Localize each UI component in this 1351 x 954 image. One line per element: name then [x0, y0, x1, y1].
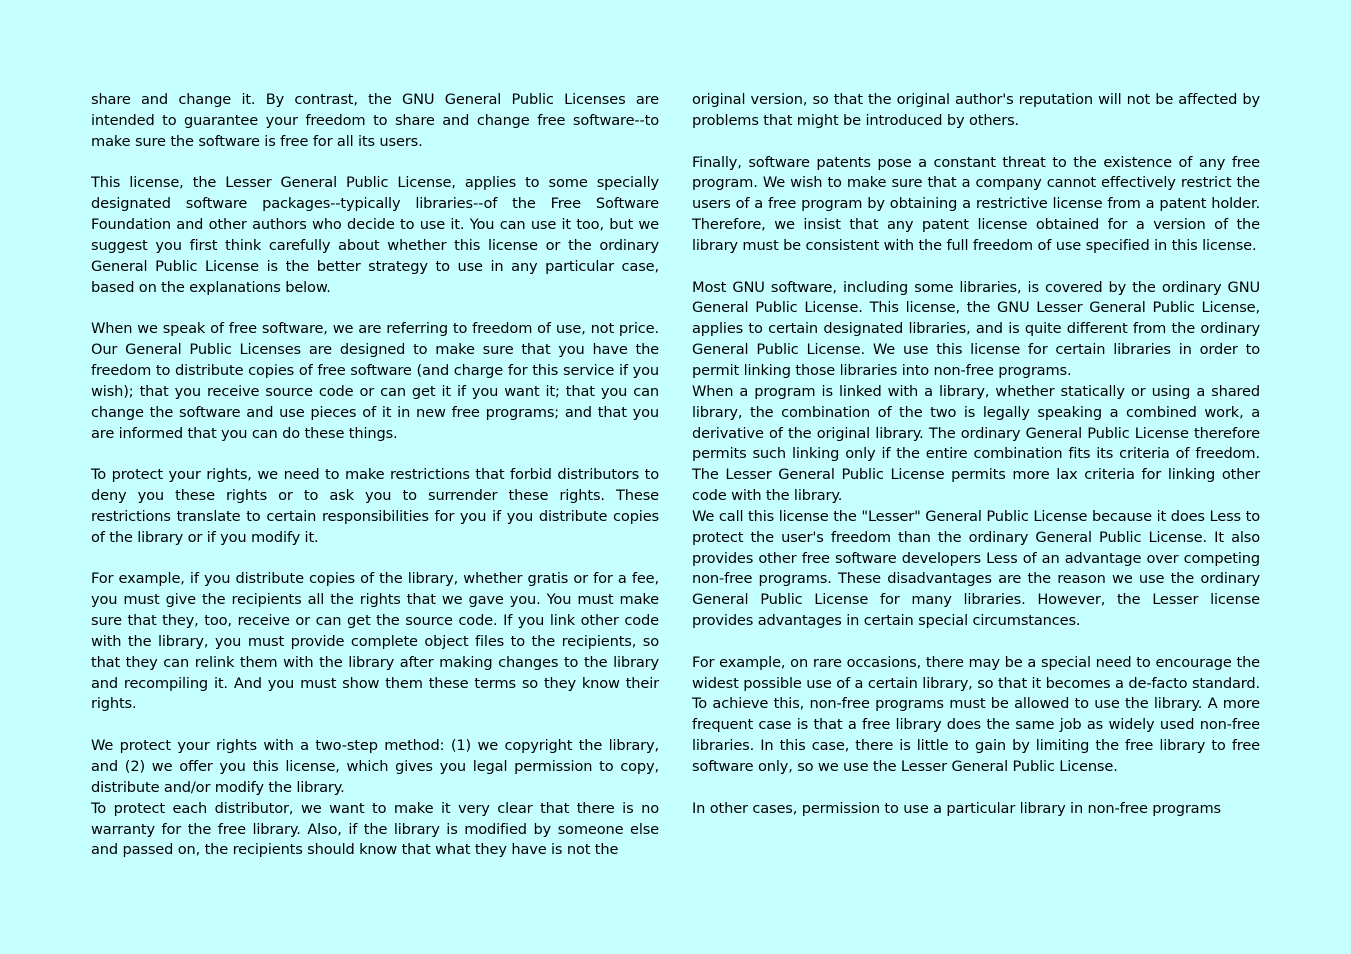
- paragraph: To protect your rights, we need to make restrictions that forbid distributors to deny you these rights or to ask you to surrender these rights. These restrictions translate to certain responsibilities for you if you distribute copies of the library or if you modify it.: [91, 466, 659, 546]
- paragraph: When we speak of free software, we are referring to freedom of use, not price. Our General Public Licenses are designed to make sure that you have the freedom to distribute copies of free software (and charge for this service if you wish); that you receive source code or can get it if you want it; that you can change the software and use pieces of it in new free programs; and that you are informed that you can do these things.: [91, 320, 659, 442]
- paragraph: original version, so that the original author's reputation will not be affected by problems that might be introduced by others.: [692, 91, 1260, 129]
- paragraph: When a program is linked with a library, whether statically or using a shared library, the combination of the two is legally speaking a combined work, a derivative of the original library. The ordinary General Public License therefore permits such linking only if the entire combination fits its criteria of freedom. The Lesser General Public License permits more lax criteria for linking other code with the library.: [692, 382, 1260, 505]
- paragraph: This license, the Lesser General Public License, applies to some specially designated software packages--typically libraries--of the Free Software Foundation and other authors who decide to use it. You can use it too, but we suggest you first think carefully about whether this license or the ordinary General Public License is the better strategy to use in any particular case, based on the explanations below.: [91, 174, 659, 296]
- paragraph: We call this license the "Lesser" General Public License because it does Less to protect the user's freedom than the ordinary General Public License. It also provides other free software developers Less of an advantage over competing non-free programs. These disadvantages are the reason we use the ordinary General Public License for many libraries. However, the Lesser license provides advantages in certain special circumstances.: [692, 507, 1260, 630]
- right-text-column: [692, 90, 1260, 820]
- paragraph: share and change it. By contrast, the GNU General Public Licenses are intended to guarantee your freedom to share and change free software--to make sure the software is free for all its users.: [91, 91, 659, 150]
- paragraph: For example, if you distribute copies of the library, whether gratis or for a fee, you must give the recipients all the rights that we gave you. You must make sure that they, too, receive or can get the source code. If you link other code with the library, you must provide complete object files to the recipients, so that they can relink them with the library after making changes to the library and recompiling it. And you must show them these terms so they know their rights.: [91, 570, 659, 713]
- paragraph: In other cases, permission to use a particular library in non-free programs: [692, 799, 1221, 817]
- paragraph: Finally, software patents pose a constant threat to the existence of any free program. We wish to make sure that a company cannot effectively restrict the users of a free program by obtaining a restrictive license from a patent holder. Therefore, we insist that any patent license obtained for a version of the library must be consistent with the full freedom of use specified in this license.: [692, 153, 1260, 254]
- left-text-column: [91, 90, 659, 861]
- paragraph: We protect your rights with a two-step method: (1) we copyright the library, and (2) we offer you this license, which gives you legal permission to copy, distribute and/or modify the library.: [91, 737, 659, 796]
- paragraph: Most GNU software, including some libraries, is covered by the ordinary GNU General Public License. This license, the GNU Lesser General Public License, applies to certain designated libraries, and is quite different from the ordinary General Public License. We use this license for certain libraries in order to permit linking those libraries into non-free programs.: [692, 278, 1260, 379]
- paragraph: For example, on rare occasions, there may be a special need to encourage the widest possible use of a certain library, so that it becomes a de-facto standard. To achieve this, non-free programs must be allowed to use the library. A more frequent case is that a free library does the same job as widely used non-free libraries. In this case, there is little to gain by limiting the free library to free software only, so we use the Lesser General Public License.: [692, 653, 1260, 775]
- paragraph: To protect each distributor, we want to make it very clear that there is no warranty for the free library. Also, if the library is modified by someone else and passed on, the recipients should know that what they have is not the: [91, 799, 659, 859]
